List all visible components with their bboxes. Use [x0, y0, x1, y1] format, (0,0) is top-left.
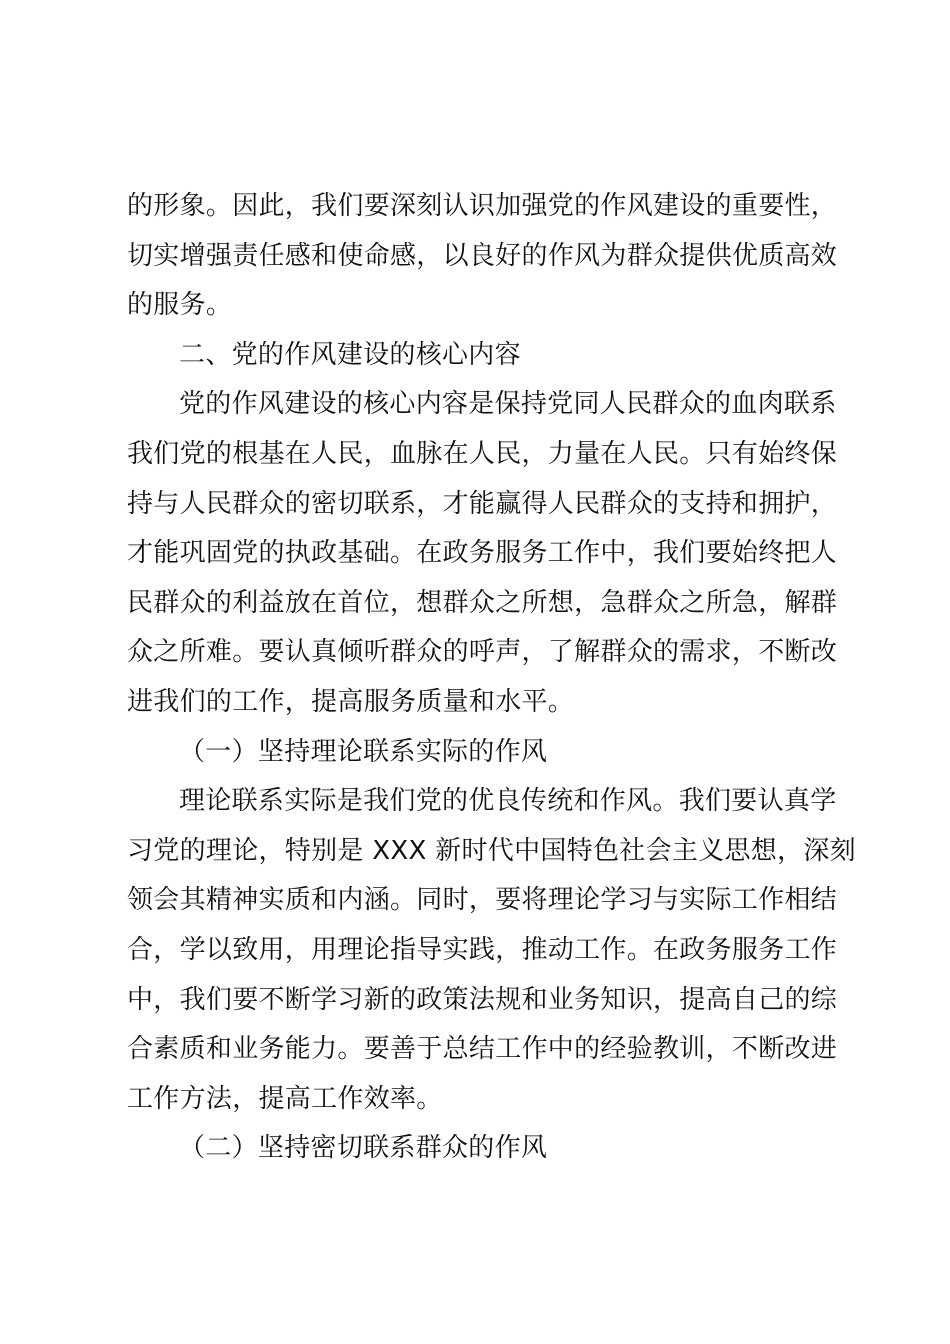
- paragraph-line: 工作方法，提高工作效率。: [127, 1083, 443, 1114]
- paragraph-line: 习党的理论，特别是 XXX 新时代中国特色社会主义思想，深刻: [127, 835, 856, 866]
- paragraph-line: 我们党的根基在人民，血脉在人民，力量在人民。只有始终保: [127, 438, 838, 469]
- paragraph-line: 合，学以致用，用理论指导实践，推动工作。在政务服务工作: [127, 934, 838, 965]
- paragraph-line: 切实增强责任感和使命感，以良好的作风为群众提供优质高效: [127, 240, 838, 271]
- paragraph-line: 持与人民群众的密切联系，才能赢得人民群众的支持和拥护，: [127, 488, 838, 519]
- paragraph-line: 理论联系实际是我们党的优良传统和作风。我们要认真学: [179, 786, 837, 817]
- subsection-heading: （二）坚持密切联系群众的作风: [179, 1133, 548, 1164]
- paragraph-line: 领会其精神实质和内涵。同时，要将理论学习与实际工作相结: [127, 885, 838, 916]
- paragraph-line: 的服务。: [127, 290, 233, 321]
- paragraph-line: 中，我们要不断学习新的政策法规和业务知识，提高自己的综: [127, 984, 838, 1015]
- paragraph-line: 党的作风建设的核心内容是保持党同人民群众的血肉联系: [179, 389, 837, 420]
- paragraph-line: 众之所难。要认真倾听群众的呼声，了解群众的需求，不断改: [127, 637, 838, 668]
- paragraph-line: 民群众的利益放在首位，想群众之所想，急群众之所急，解群: [127, 587, 838, 618]
- paragraph-line: 的形象。因此，我们要深刻认识加强党的作风建设的重要性，: [127, 191, 838, 221]
- document-body: [127, 182, 856, 1174]
- subsection-heading: （一）坚持理论联系实际的作风: [179, 736, 548, 767]
- section-heading: 二、党的作风建设的核心内容: [179, 339, 521, 370]
- paragraph-line: 才能巩固党的执政基础。在政务服务工作中，我们要始终把人: [127, 538, 838, 569]
- paragraph-line: 进我们的工作，提高服务质量和水平。: [127, 686, 575, 717]
- paragraph-line: 合素质和业务能力。要善于总结工作中的经验教训，不断改进: [127, 1034, 838, 1065]
